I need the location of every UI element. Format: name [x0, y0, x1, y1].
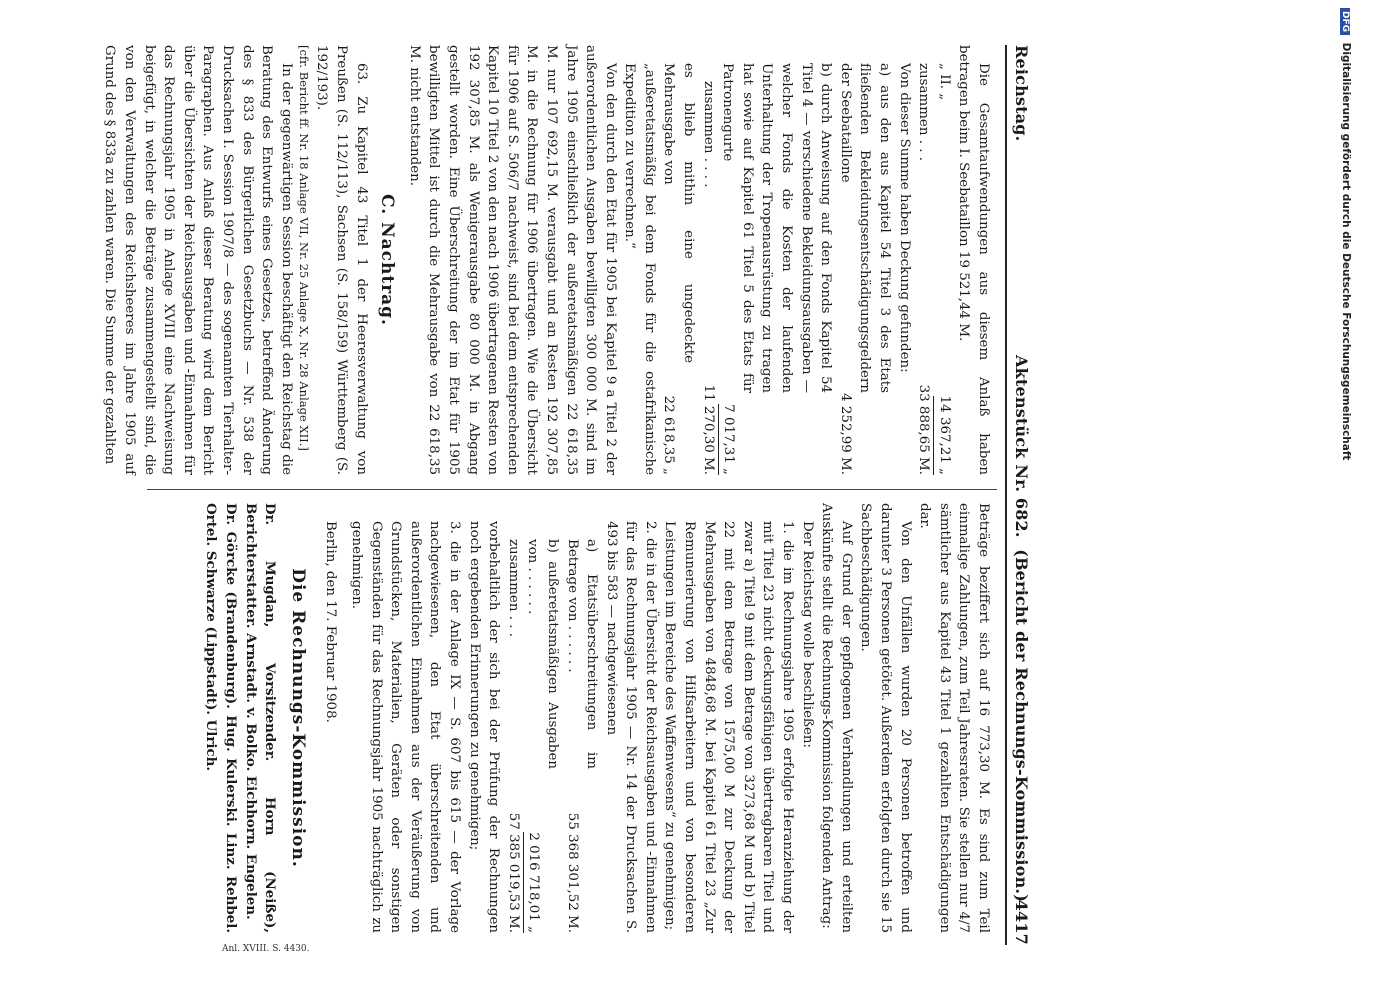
dfg-logo-icon: DFG — [1340, 8, 1350, 35]
reference-note: [cfr. Bericht ff. Nr. 18 Anlage VII, Nr. 25 Anlage X, Nr. 28 Anlage XII.] — [296, 45, 311, 451]
commission-title: Die Rechnungs-Kommission. — [287, 568, 308, 868]
sum-amount: 57 385 019,53 M. — [505, 812, 521, 933]
header-document-number: Aktenstück Nr. 682. — [1012, 355, 1031, 538]
amount-row — [933, 45, 954, 475]
paragraph: Der Reichstag wolle beschließen: — [799, 521, 815, 749]
signatures: Dr. Mugdan, Vorsitzender. Horn (Neiße), Berichterstatter. Arnstadt. v. Bolko. Eichhorn. Engelen. — [242, 503, 279, 933]
amount: 7 017,31 „ — [718, 404, 739, 475]
credit-text: Digitalisierung gefördert durch die Deutsche Forschungsgemeinschaft — [1340, 42, 1352, 461]
list-item-text: a) aus den aus Kapitel 54 Titel 3 des Etats fließenden Bekleidungsentschädigungsgeldern der Seebataillone — [837, 63, 893, 393]
paragraph: „außeretatsmäßig bei dem Fonds für die ostafrikanische Expedition zu verrechnen.“ — [622, 63, 657, 475]
rotated-page-content — [23, 45, 1033, 945]
paragraph: Auf Grund der gepflogenen Verhandlungen und erteilten Auskünfte stellt die Rechnungs-Kommission folgenden Antrag: — [819, 503, 854, 933]
paragraph: Von den Unfällen wurden 20 Personen betroffen und darunter 3 Personen getötet. Außerdem erfolgten durch sie 15 Sachbeschädigungen. — [858, 503, 913, 933]
amount-label: b) außeretatsmäßigen Ausgaben von . . . . . . — [525, 539, 560, 769]
paragraph: In der gegenwärtigen Session beschäftigt den Reichstag die Beratung des Entwurfs eines Gesetzes, betreffend Änderung des § 833 des Bürgerlichen Gesetzbuchs — Nr. 538 der Drucksachen I. Session 1907/8 — des sogenannten Tierhalter-Paragraphen. Aus Anlaß dieser Beratung wird dem Bericht über die Übersichten der Reichsausgaben und -Einnahmen für das Rechnungsjahr 1905 in Anlage XVIII eine Nachweisung beigefügt, in welcher die Beträge zusammengestellt sind, die von den Verwaltungen des Reichsheeres im Jahre 1905 auf Grund des § 833a zu zahlen waren. Die Summe der gezahlten — [102, 45, 294, 475]
digitization-credit — [1336, 8, 1352, 998]
list-item — [718, 45, 836, 475]
amount: 22 618,35 „ — [661, 395, 677, 475]
amount-row — [523, 503, 562, 933]
page-header — [1005, 45, 1033, 945]
amount-label: es blieb mithin eine ungedeckte Mehrausgabe von — [661, 63, 697, 363]
signatures: Dr. Görcke (Brandenburg). Hug. Kulerski. Linz. Rehbel. Ortel. Schwarze (Lippstadt). Ulrich. — [203, 503, 240, 933]
paragraph — [954, 45, 993, 475]
list-item: 3. die in der Anlage IX — S. 607 bis 615 — der Vorlage nachgewiesenen, den Etat überschreitenden und außerordentlichen Einnahmen aus der Veräußerung von Grundstücken, Materialien, Geräten oder sonstigen Gegenständen für das Rechnungsjahr 1905 nachträglich zu genehmigen. — [349, 521, 462, 933]
section-heading: C. Nachtrag. — [377, 194, 398, 326]
page-number: 4417 — [1012, 899, 1031, 945]
list-item: 2. die in der Übersicht der Reichsausgaben und -Einnahmen für das Rechnungsjahr 1905 — Nr. 14 der Drucksachen S. 493 bis 583 — nachgewiesenen — [603, 521, 658, 933]
header-center — [1011, 355, 1031, 902]
amount: 19 521,44 M. — [956, 250, 972, 342]
sum-label: zusammen . . . — [505, 539, 521, 638]
header-left: Reichstag. — [1012, 45, 1031, 142]
date-line: Berlin, den 17. Februar 1908. — [323, 521, 339, 723]
sum-row — [914, 45, 934, 475]
sum-row — [503, 503, 523, 933]
amount: 2 016 718,01 „ — [523, 832, 544, 933]
sum-label: zusammen . . . . — [700, 81, 716, 188]
sum-amount: 11 270,30 M. — [700, 384, 716, 475]
list-item-text: b) durch Anweisung auf den Fonds Kapitel 54 Titel 4 — verschiedene Bekleidungsausgaben — welcher Fonds die Kosten der laufenden Unterhaltung der Tropenausrüstung zu tragen hat sowie auf Kapitel 61 Titel 5 des Etats für Patronengurte — [720, 63, 834, 393]
amount-label: a) Etatsüberschreitungen im Betrage von . . . . . . — [564, 539, 600, 769]
amount: 4 252,99 M. — [837, 393, 853, 475]
paragraph: Beträge beziffert sich auf 16 773,30 M. Es sind zum Teil einmalige Zahlungen, zum Teil Jahresraten. Sie stellen nur 4/7 sämtlicher aus Kapitel 43 Titel 1 gezahlten Entschädigungen dar. — [917, 503, 991, 933]
sum-amount: 33 888,65 M. — [916, 384, 932, 475]
left-column — [100, 45, 993, 475]
sum-label: zusammen . . . — [916, 63, 932, 162]
paragraph: Von dieser Summe haben Deckung gefunden: — [896, 63, 912, 373]
list-item — [835, 45, 894, 475]
header-report-title: (Bericht der Rechnungs-Kommission.) — [1012, 549, 1031, 902]
right-column — [201, 503, 993, 933]
paragraph: 63. Zu Kapitel 43 Titel 1 der Heeresverwaltung von Preußen (S. 112/113), Sachsen (S. 158/159) Württemberg (S. 192/193). — [314, 45, 369, 475]
sum-row — [698, 45, 718, 475]
amount-row — [659, 45, 698, 475]
amount: 14 367,21 „ — [933, 396, 954, 475]
margin-note: Anl. XVIII. S. 4430. — [222, 944, 310, 954]
column-divider — [147, 489, 997, 490]
amount: 55 368 301,52 M. — [564, 812, 580, 933]
list-item: 1. die im Rechnungsjahre 1905 erfolgte Heranziehung der mit Titel 23 nicht deckungsfähigen übertragbaren Titel und zwar a) Titel 9 mit dem Betrage von 3273,68 M und b) Titel 22 mit dem Betrage von 1575,00 M zur Deckung der Mehrausgaben von 4848,68 M. bei Kapitel 61 Titel 23 „Zur Remunerierung von Hilfsarbeitern und von besonderen Leistungen im Bereiche des Waffenwesens“ zu genehmigen; — [662, 521, 796, 933]
paragraph: vorbehaltlich der sich bei der Prüfung der Rechnungen noch ergebenden Erinnerungen zu genehmigen; — [466, 521, 502, 933]
paragraph-text: Die Gesamtaufwendungen aus diesem Anlaß haben betragen beim I. Seebataillon — [956, 45, 991, 475]
amount-row — [562, 503, 601, 933]
paragraph: Von den durch den Etat für 1905 bei Kapitel 9 a Titel 2 der außerordentlichen Ausgaben bewilligten 300 000 M. sind im Jahre 1905 einschließlich der außeretatsmäßigen 22 618,35 M. nur 107 692,15 M. verausgabt und an Resten 192 307,85 M. in die Rechnung für 1906 übertragen. Wie die Übersicht für 1906 auf S. 506/7 nachweist, sind bei dem entsprechenden Kapitel 10 Titel 2 von den nach 1906 übertragenen Resten von 192 307,85 M. als Wenigerausgabe 80 000 M. in Abgang gestellt worden. Eine Überschreitung der im Etat für 1905 bewilligten Mittel ist durch die Mehrausgabe von 22 618,35 M. nicht entstanden. — [406, 45, 618, 475]
amount-label: „ II. „ — [936, 63, 952, 101]
